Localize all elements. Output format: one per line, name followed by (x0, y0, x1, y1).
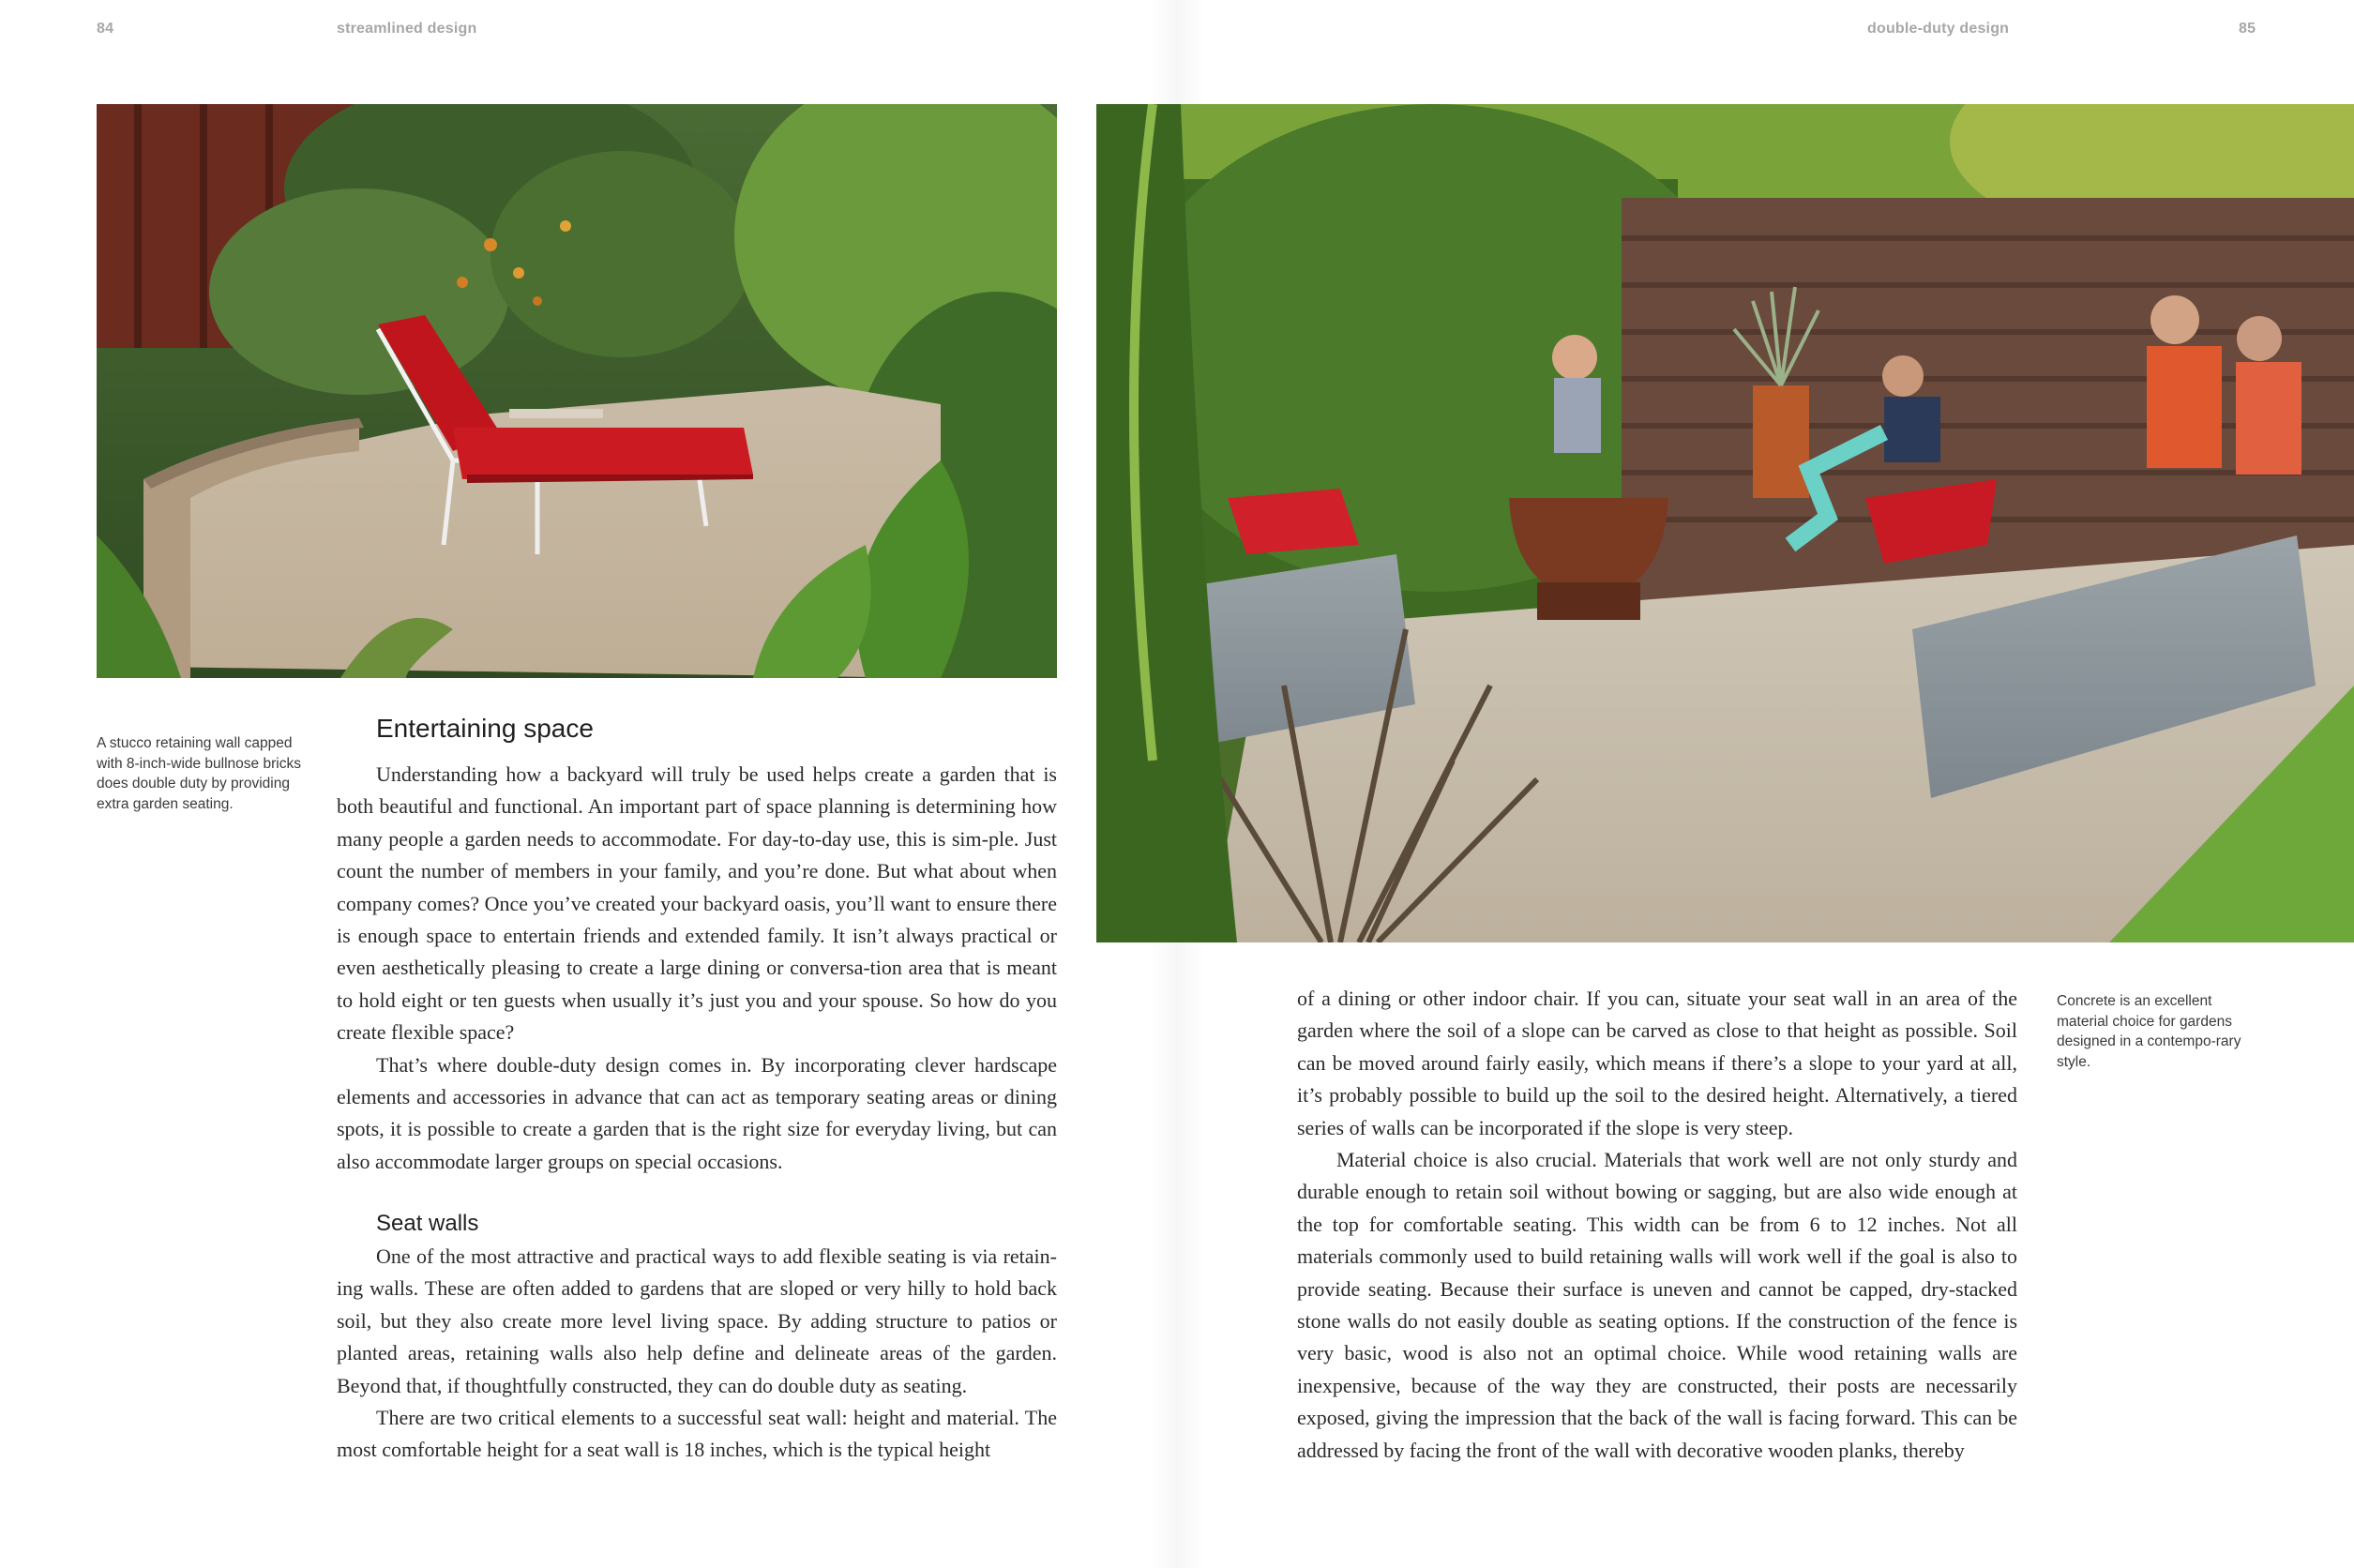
courtyard-photo (1096, 104, 2354, 942)
body-paragraph: That’s where double-duty design comes in. By incorporating clever hardscape elements and accessories in advance that can act as temporary seating areas or dining spots, it is possible to create a garden that is the right size for everyday living, but can also accommodate larger groups on special occasions. (337, 1052, 1057, 1173)
left-page-number: 84 (97, 21, 114, 37)
right-photo-caption: Concrete is an excellent material choice for gardens designed in a contempo-rary style. (2057, 993, 2241, 1070)
entertaining-space-body (337, 759, 1057, 1178)
right-running-title: double-duty design (1867, 21, 2010, 37)
body-paragraph: There are two critical elements to a successful seat wall: height and material. The most comfortable height for a seat wall is 18 inches, which is the typical height (337, 1406, 1057, 1462)
garden-patio-photo (97, 104, 1057, 678)
body-paragraph: One of the most attractive and practical ways to add flexible seating is via retain-ing walls. These are often added to gardens that are sloped or very hilly to hold back soil, but they also create more level living space. By adding structure to patios or planted areas, retaining walls also help define and delineate areas of the garden. Beyond that, if thoughtfully constructed, they can do double duty as seating. (337, 1244, 1057, 1397)
body-paragraph: Material choice is also crucial. Materials that work well are not only sturdy and durable enough to retain soil without bowing or sagging, but are also wide enough at the top for comfortable seating. This width can be from 6 to 12 inches. Not all materials commonly used to build retaining walls will work well if the goal is also to provide seating. Because their surface is uneven and cannot be capped, dry-stacked stone walls do not easily double as seating options. If the construction of the fence is very basic, wood is also not an optimal choice. While wood retaining walls are inexpensive, because of the way they are constructed, their posts are necessarily exposed, giving the impression that the back of the wall is facing forward. This can be addressed by facing the front of the wall with decorative wooden planks, thereby (1297, 1148, 2017, 1462)
seat-walls-continued-body (1297, 983, 2017, 1467)
body-paragraph: of a dining or other indoor chair. If you can, situate your seat wall in an area of the garden where the soil of a slope can be carved as close to that height as possible. Soil can be moved around fairly easily, which means if there’s a slope to your yard at all, it’s probably possible to build up the soil to the desired height. Alternatively, a tiered series of walls can be incorporated if the slope is very steep. (1297, 987, 2017, 1139)
left-photo-caption: A stucco retaining wall capped with 8-inch-wide bullnose bricks does double duty by providing extra garden seating. (97, 735, 301, 812)
body-paragraph: Understanding how a backyard will truly be used helps create a garden that is both beautiful and functional. An important part of space planning is determining how many people a garden needs to accommodate. For day-to-day use, this is sim-ple. Just count the number of members in your family, and you’re done. But what about when company comes? Once you’ve created your backyard oasis, you’ll want to ensure there is enough space to entertain friends and extended family. It isn’t always practical or even aesthetically pleasing to create a large dining or conversa-tion area that is meant to hold eight or ten guests when usually it’s just you and your spouse. So how do you create flexible space? (337, 762, 1057, 1045)
courtyard-illustration (1096, 104, 2354, 942)
left-running-title: streamlined design (337, 21, 477, 37)
right-page-number: 85 (2239, 21, 2256, 37)
garden-patio-illustration (97, 104, 1057, 678)
seat-walls-heading: Seat walls (376, 1211, 479, 1236)
entertaining-space-heading: Entertaining space (376, 714, 594, 743)
seat-walls-body (337, 1241, 1057, 1467)
